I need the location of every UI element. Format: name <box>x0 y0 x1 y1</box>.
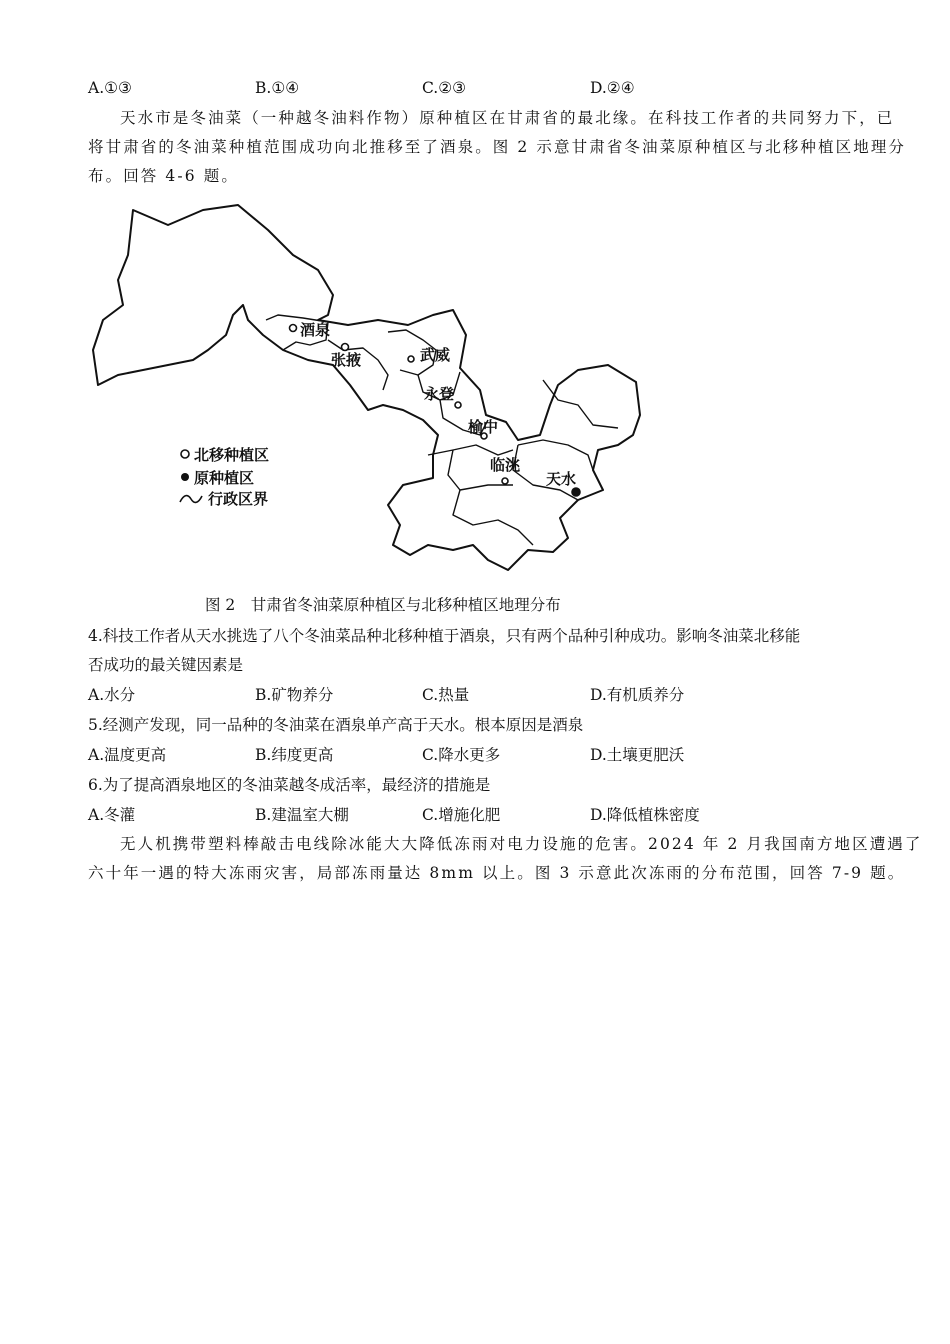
legend-label-new-area: 北移种植区 <box>194 446 270 464</box>
intro-4-6-line-1: 天水市是冬油菜（一种越冬油料作物）原种植区在甘肃省的最北缘。在科技工作者的共同努力下，已 <box>120 109 895 127</box>
label-yongdeng: 永登 <box>424 385 455 403</box>
marker-tianshui <box>572 488 580 496</box>
q3-options <box>88 78 888 98</box>
q3-option-c: C.②③ <box>422 79 467 97</box>
legend-label-original-area: 原种植区 <box>194 469 255 487</box>
intro-7-9-line-2: 六十年一遇的特大冻雨灾害，局部冻雨量达 8mm 以上。图 3 示意此次冻雨的分布范围，回答 7-9 题。 <box>88 864 906 882</box>
q6-option-a: A.冬灌 <box>88 806 136 824</box>
q6-option-c: C.增施化肥 <box>422 806 501 824</box>
legend-filled-circle-icon <box>181 473 189 481</box>
intro-7-9-line-1: 无人机携带塑料棒敲击电线除冰能大大降低冻雨对电力设施的危害。2024 年 2 月我国南方地区遭遇了 <box>120 835 923 853</box>
q5-option-b: B.纬度更高 <box>255 746 334 764</box>
marker-lintao <box>502 478 508 484</box>
q4-option-c: C.热量 <box>422 686 470 704</box>
marker-jiuquan <box>290 325 297 332</box>
intro-4-6-line-3: 布。回答 4-6 题。 <box>88 167 239 185</box>
q5-option-c: C.降水更多 <box>422 746 501 764</box>
label-tianshui: 天水 <box>546 470 577 488</box>
q4-option-a: A.水分 <box>88 686 136 704</box>
legend-boundary-line-icon <box>180 496 202 503</box>
gansu-map-figure <box>88 200 668 590</box>
q3-option-d: D.②④ <box>590 79 635 97</box>
map-legend <box>180 446 269 508</box>
marker-wuwei <box>408 356 414 362</box>
intro-4-6-line-2: 将甘肃省的冬油菜种植范围成功向北推移至了酒泉。图 2 示意甘肃省冬油菜原种植区与北移种植区地理分 <box>88 138 907 156</box>
q5-option-d: D.土壤更肥沃 <box>590 746 685 764</box>
q5-stem: 5.经测产发现，同一品种的冬油菜在酒泉单产高于天水。根本原因是酒泉 <box>88 716 584 734</box>
legend-label-boundary: 行政区界 <box>208 490 269 508</box>
label-jiuquan: 酒泉 <box>300 321 331 339</box>
province-outline <box>93 205 640 570</box>
label-yuzhong: 榆中 <box>468 418 499 436</box>
q4-options <box>88 685 888 705</box>
q4-stem-line-1: 4.科技工作者从天水挑选了八个冬油菜品种北移种植于酒泉，只有两个品种引种成功。影响冬油菜北移能 <box>88 627 801 645</box>
q6-stem: 6.为了提高酒泉地区的冬油菜越冬成活率，最经济的措施是 <box>88 776 491 794</box>
label-wuwei: 武威 <box>420 346 451 364</box>
q6-option-b: B.建温室大棚 <box>255 806 349 824</box>
marker-yongdeng <box>455 402 461 408</box>
q5-options <box>88 745 888 765</box>
q4-option-b: B.矿物养分 <box>255 686 334 704</box>
q4-option-d: D.有机质养分 <box>590 686 685 704</box>
q3-option-b: B.①④ <box>255 79 300 97</box>
label-lintao: 临洮 <box>490 456 521 474</box>
q4-stem-line-2: 否成功的最关键因素是 <box>88 656 244 674</box>
label-zhangye: 张掖 <box>331 351 362 369</box>
q3-option-a: A.①③ <box>88 79 132 97</box>
figure-caption: 图 2 甘肃省冬油菜原种植区与北移种植区地理分布 <box>205 596 561 614</box>
q6-option-d: D.降低植株密度 <box>590 806 700 824</box>
q5-option-a: A.温度更高 <box>88 746 167 764</box>
q6-options <box>88 805 888 825</box>
legend-open-circle-icon <box>181 450 189 458</box>
marker-zhangye <box>342 344 349 351</box>
